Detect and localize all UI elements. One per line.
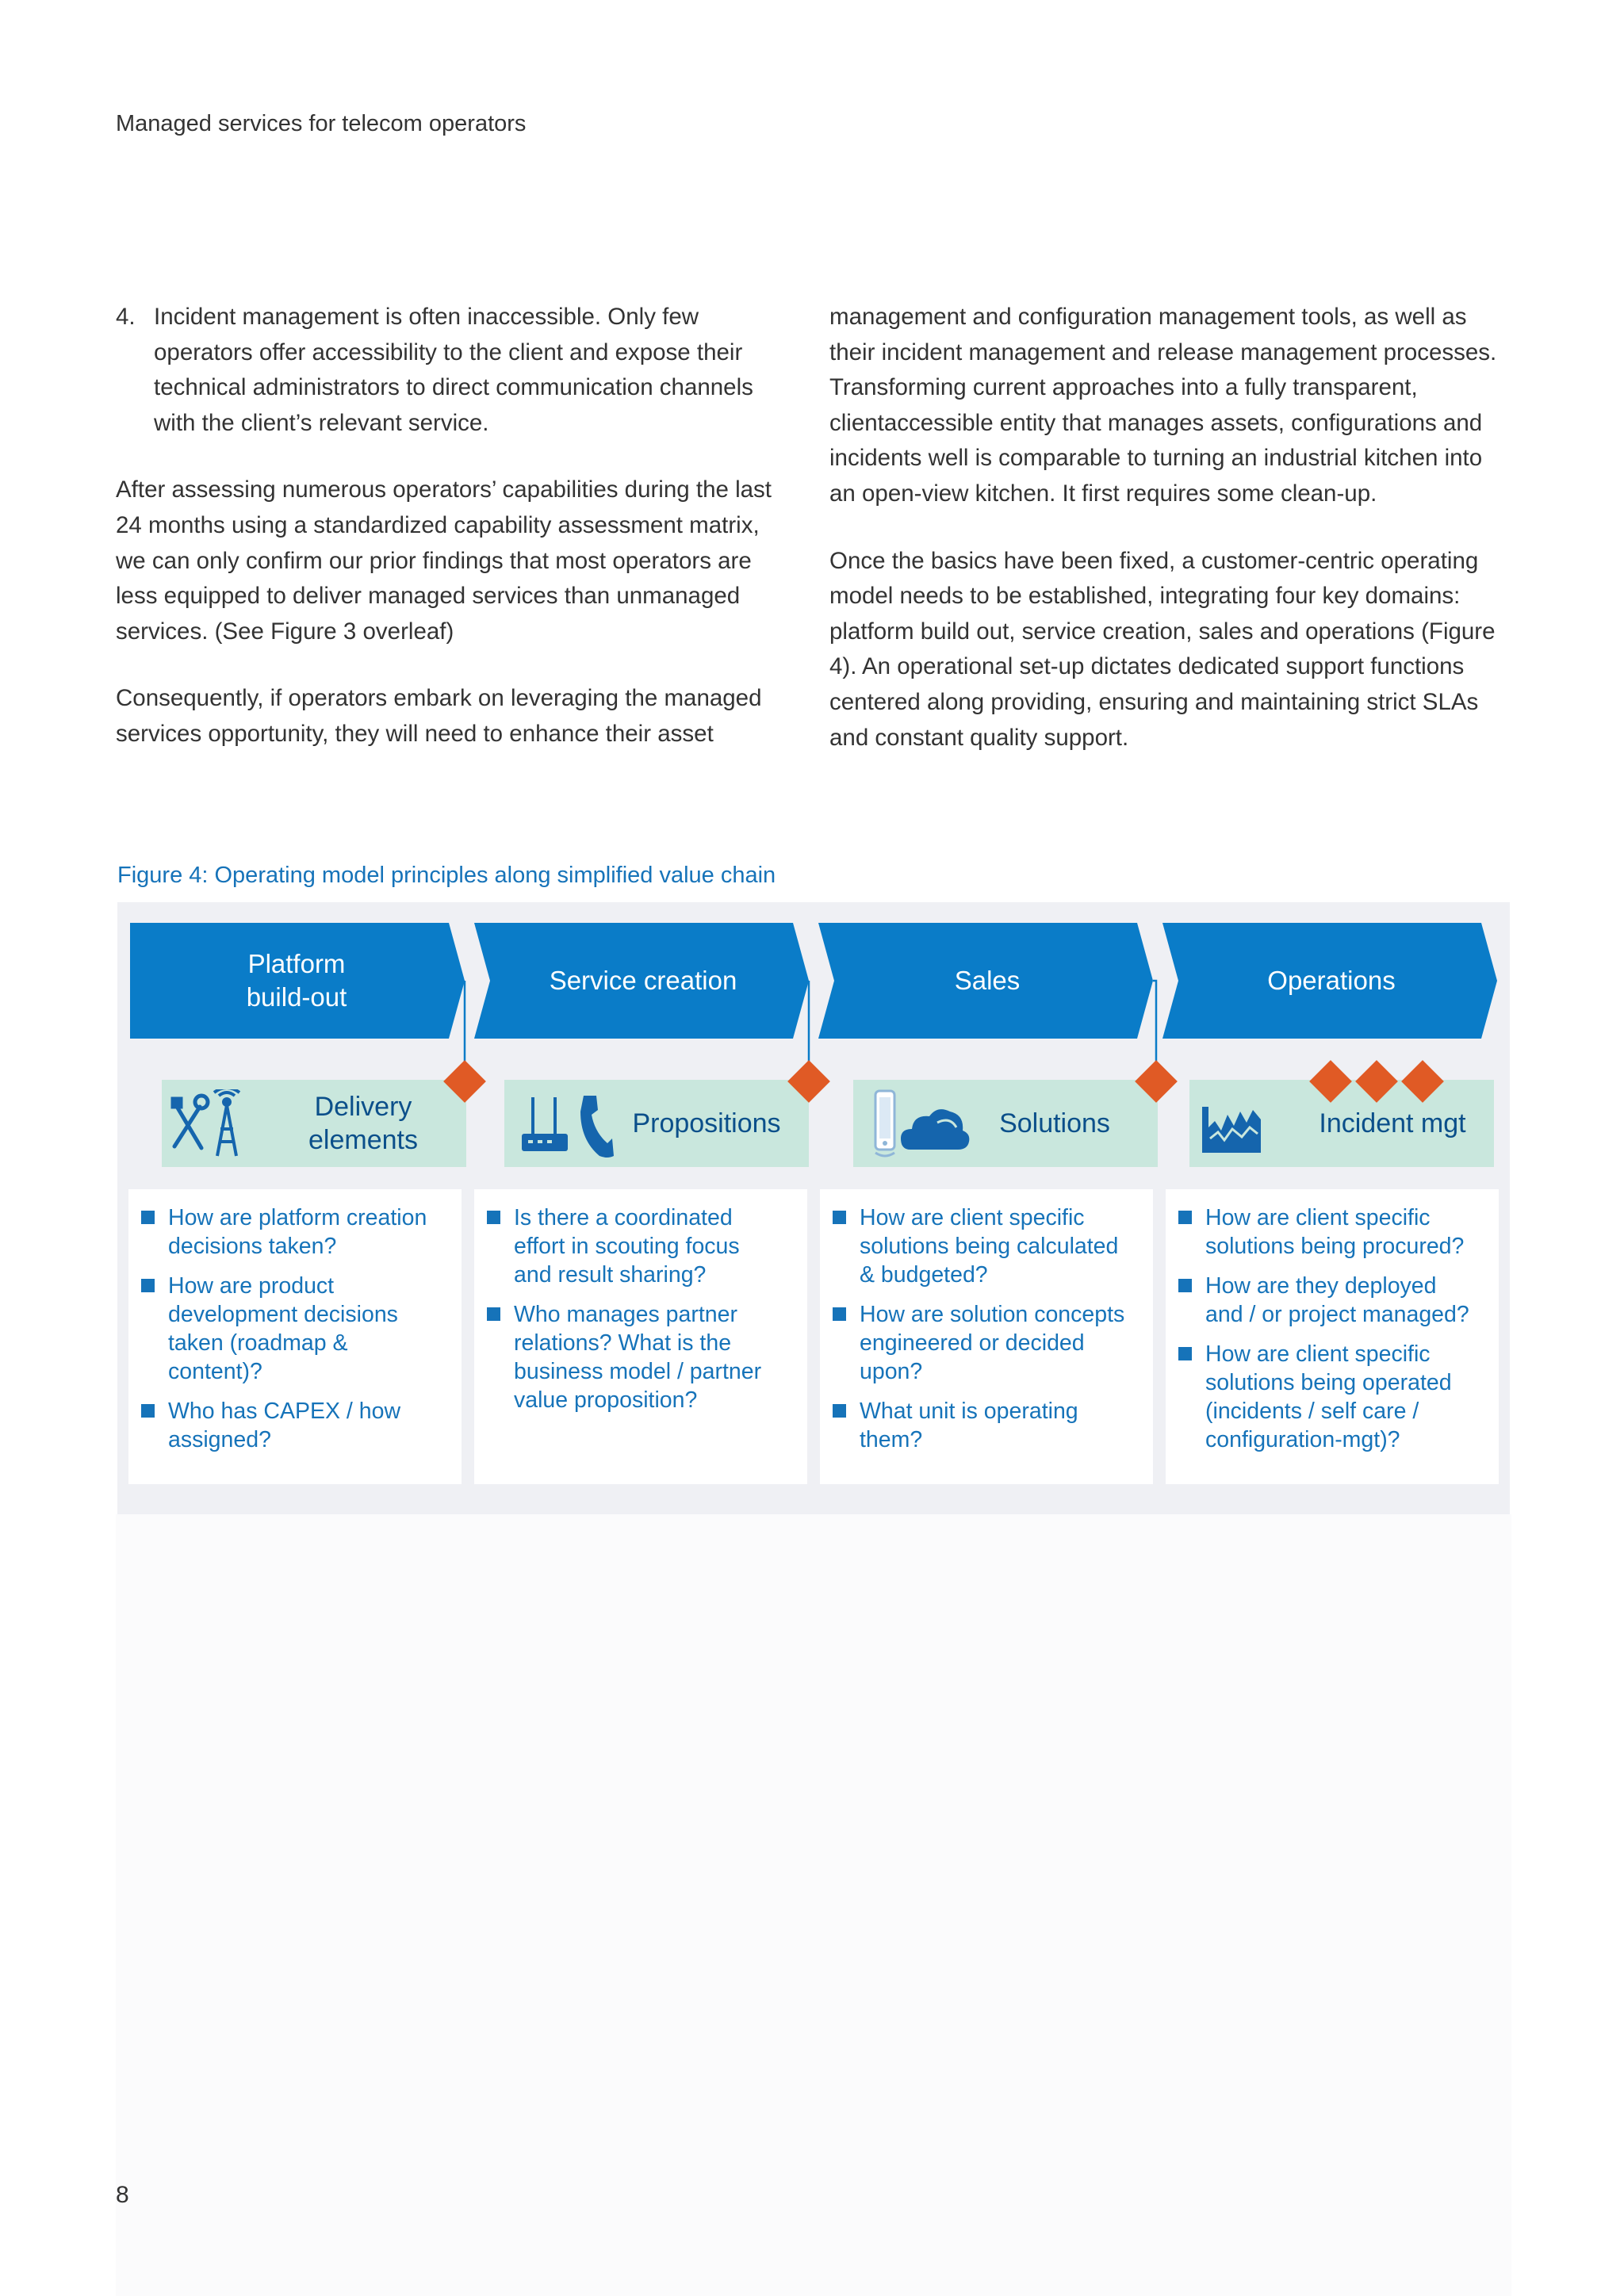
stage-title-line: Sales: [954, 966, 1021, 995]
body-paragraph: Once the basics have been fixed, a customer-centric operating model needs to be established, integrating four key domains: platform build out, service creation, sales and operations (Figure 4). An operational set-up dictates dedicated support functions centered along providing, ensuring and maintaining strict SLAs and constant quality support.: [829, 547, 1496, 751]
cloud-icon: [901, 1109, 969, 1150]
question-list-1: [141, 1203, 436, 1465]
question-item: How are client specific solutions being operated (incidents / self care / configuration-mgt)?: [1178, 1340, 1473, 1454]
question-item: Is there a coordinated effort in scouting focus and result sharing?: [487, 1203, 782, 1289]
element-label-3: [983, 1080, 1126, 1167]
page-background: [116, 1514, 1511, 2296]
body-paragraph: management and configuration management tools, as well as their incident management and release management processes. Transforming current approaches into a fully transparent, clientaccessible entity that manages assets, configurations and incidents well is comparable to turning an industrial kitchen into an open-view kitchen. It first requires some clean-up.: [829, 304, 1497, 507]
question-list-3: [833, 1203, 1128, 1465]
question-item: How are solution concepts engineered or decided upon?: [833, 1300, 1128, 1386]
question-item: How are they deployed and / or project managed?: [1178, 1272, 1473, 1329]
antenna-tower-icon: [214, 1089, 239, 1156]
question-list-2: [487, 1203, 782, 1425]
element-label-line: Delivery: [314, 1092, 412, 1122]
stage-title-3: [818, 923, 1156, 1039]
element-label-4: [1297, 1080, 1488, 1167]
stage-title-line: Platform: [247, 949, 346, 978]
element-icons-2: [520, 1091, 614, 1159]
numbered-list-item: [116, 300, 790, 441]
router-icon: [522, 1097, 568, 1151]
element-label-1: [301, 1080, 425, 1167]
list-number: 4.: [116, 304, 136, 330]
page-number: 8: [116, 2182, 129, 2208]
tools-icon: [173, 1096, 208, 1148]
element-icons-3: [871, 1086, 971, 1162]
question-list-4: [1178, 1203, 1473, 1465]
question-item: Who has CAPEX / how assigned?: [141, 1397, 436, 1454]
element-label-2: [623, 1080, 790, 1167]
question-item: How are product development decisions taken (roadmap & content)?: [141, 1272, 436, 1386]
list-text: Incident management is often inaccessible. Only few operators offer accessibility to the client and expose their technical administrators to direct communication channels with the client’s relevant service.: [154, 304, 753, 436]
running-header: Managed services for telecom operators: [116, 111, 527, 136]
element-label-line: elements: [308, 1125, 418, 1155]
element-icons-4: [1201, 1104, 1262, 1156]
incident-graph-icon: [1202, 1107, 1261, 1153]
question-item: What unit is operating them?: [833, 1397, 1128, 1454]
phone-handset-icon: [580, 1096, 614, 1158]
question-item: How are client specific solutions being calculated & budgeted?: [833, 1203, 1128, 1289]
question-item: Who manages partner relations? What is the business model / partner value proposition?: [487, 1300, 782, 1414]
element-label-line: Solutions: [999, 1108, 1110, 1138]
question-item: How are client specific solutions being procured?: [1178, 1203, 1473, 1261]
figure-caption: Figure 4: Operating model principles along simplified value chain: [117, 863, 776, 888]
stage-title-line: Service creation: [549, 966, 737, 995]
element-label-line: Propositions: [632, 1108, 781, 1138]
element-label-line: Incident mgt: [1319, 1108, 1466, 1138]
stage-title-1: [130, 923, 463, 1039]
stage-title-2: [474, 923, 812, 1039]
mobile-device-icon: [875, 1091, 894, 1156]
body-paragraph: After assessing numerous operators’ capabilities during the last 24 months using a standardized capability assessment matrix, we can only confirm our prior findings that most operators are less equipped to deliver managed services than unmanaged services. (See Figure 3 overleaf): [116, 476, 772, 645]
body-column-left: [116, 300, 790, 784]
stage-title-line: build-out: [246, 982, 347, 1012]
question-item: How are platform creation decisions taken?: [141, 1203, 436, 1261]
body-paragraph: Consequently, if operators embark on leveraging the managed services opportunity, they will need to enhance their asset: [116, 685, 762, 747]
body-column-right: [829, 300, 1503, 787]
stage-title-4: [1162, 923, 1500, 1039]
element-icons-1: [170, 1089, 246, 1159]
stage-title-line: Operations: [1267, 966, 1396, 995]
